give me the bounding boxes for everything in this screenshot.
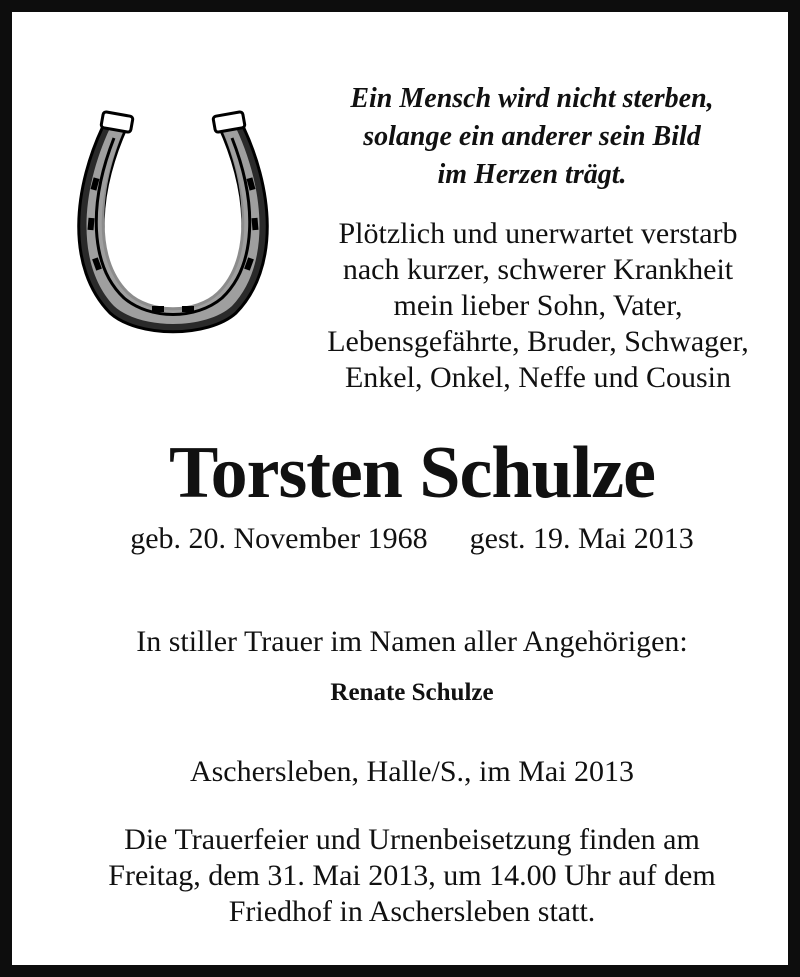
memorial-quote (312, 80, 752, 194)
announcement-line: Enkel, Onkel, Neffe und Cousin (344, 361, 732, 394)
mourners-heading: In stiller Trauer im Namen aller Angehörigen: (136, 625, 688, 658)
funeral-details (12, 822, 800, 930)
death-announcement (300, 216, 776, 396)
deceased-name: Torsten Schulze (169, 432, 655, 514)
announcement-line: Lebensgefährte, Bruder, Schwager, (327, 325, 749, 358)
quote-line: im Herzen trägt. (437, 159, 627, 190)
quote-line: Ein Mensch wird nicht sterben, (350, 83, 714, 114)
horseshoe-icon (68, 108, 278, 338)
place-and-date: Aschersleben, Halle/S., im Mai 2013 (189, 755, 635, 788)
death-date: gest. 19. Mai 2013 (469, 522, 694, 555)
life-dates (12, 520, 800, 558)
announcement-line: Plötzlich und unerwartet verstarb (338, 217, 738, 250)
announcement-line: mein lieber Sohn, Vater, (393, 289, 683, 322)
funeral-line: Die Trauerfeier und Urnenbeisetzung finden am (124, 823, 700, 856)
funeral-line: Freitag, dem 31. Mai 2013, um 14.00 Uhr auf dem (108, 859, 716, 892)
quote-line: solange ein anderer sein Bild (363, 121, 701, 152)
announcement-line: nach kurzer, schwerer Krankheit (342, 253, 734, 286)
birth-date: geb. 20. November 1968 (130, 522, 428, 555)
mourner-name: Renate Schulze (330, 679, 494, 706)
funeral-line: Friedhof in Aschersleben statt. (228, 895, 596, 928)
